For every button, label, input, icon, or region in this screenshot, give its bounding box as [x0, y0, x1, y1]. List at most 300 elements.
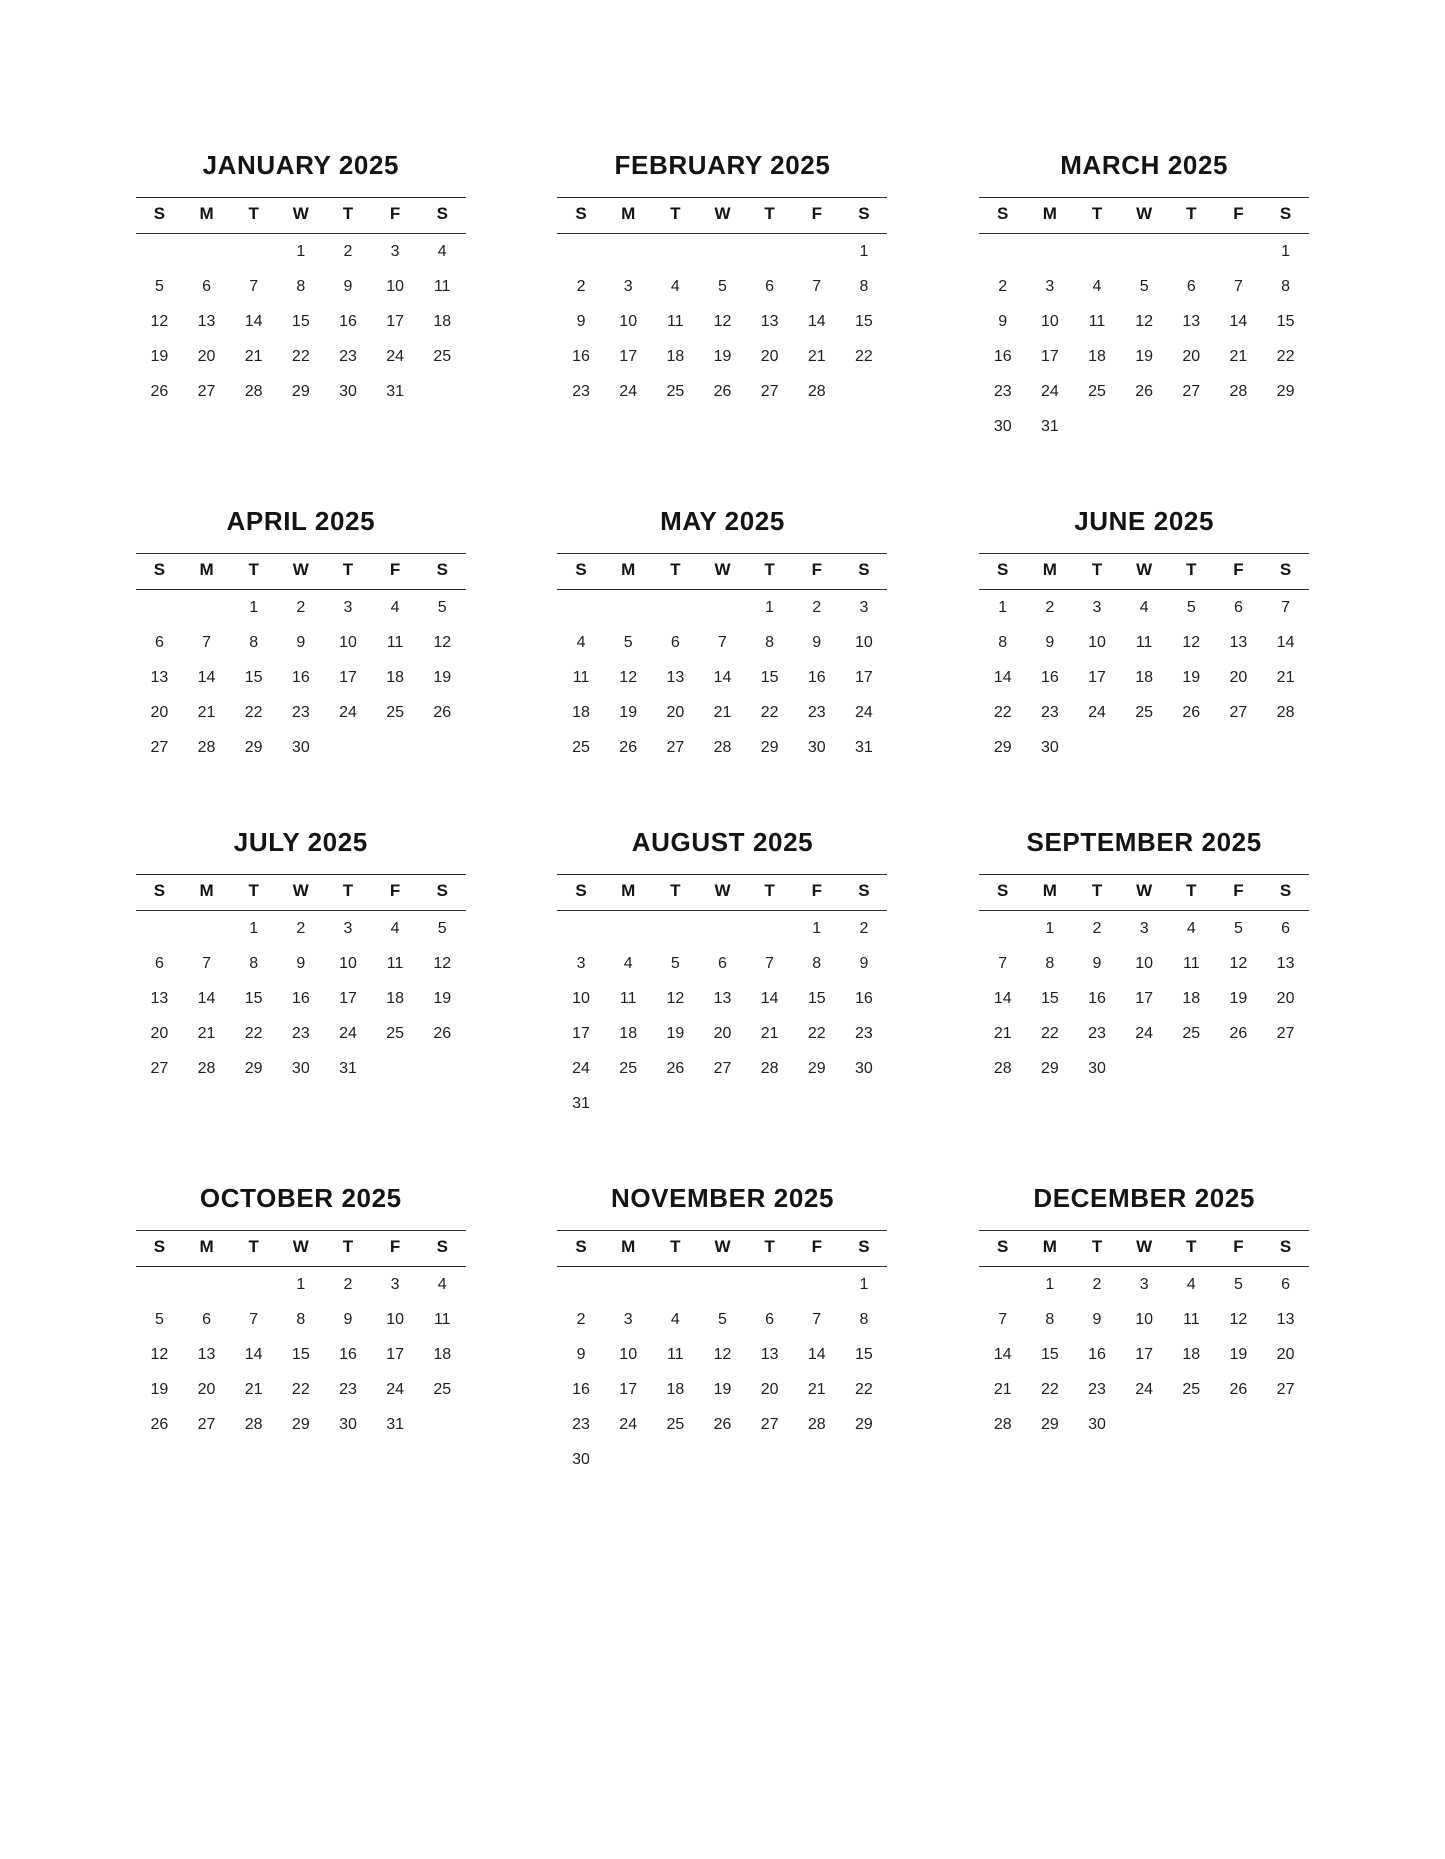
- day-cell[interactable]: 13: [666, 668, 685, 686]
- day-cell[interactable]: 7: [765, 954, 775, 972]
- day-cell[interactable]: 26: [1182, 703, 1201, 721]
- day-cell[interactable]: 5: [437, 919, 447, 937]
- day-cell[interactable]: 24: [619, 1415, 638, 1433]
- day-cell[interactable]: 11: [619, 989, 637, 1007]
- day-cell[interactable]: 24: [1040, 382, 1059, 400]
- day-cell[interactable]: 13: [1229, 633, 1248, 651]
- day-cell[interactable]: 25: [572, 738, 590, 756]
- day-cell[interactable]: 24: [1135, 1380, 1154, 1398]
- day-cell[interactable]: 7: [249, 1310, 259, 1328]
- day-cell[interactable]: 20: [1276, 1345, 1295, 1363]
- day-cell[interactable]: 30: [291, 1059, 310, 1077]
- day-cell[interactable]: 1: [249, 919, 259, 937]
- day-cell[interactable]: 3: [390, 242, 400, 260]
- day-cell[interactable]: 5: [154, 1310, 164, 1328]
- day-cell[interactable]: 20: [197, 347, 216, 365]
- day-cell[interactable]: 15: [760, 668, 779, 686]
- day-cell[interactable]: 14: [807, 1345, 826, 1363]
- day-cell[interactable]: 28: [760, 1059, 779, 1077]
- day-cell[interactable]: 6: [1233, 598, 1243, 616]
- day-cell[interactable]: 25: [1135, 703, 1154, 721]
- day-cell[interactable]: 14: [760, 989, 779, 1007]
- day-cell[interactable]: 27: [760, 382, 779, 400]
- day-cell[interactable]: 26: [433, 1024, 452, 1042]
- day-cell[interactable]: 14: [993, 989, 1012, 1007]
- day-cell[interactable]: 28: [244, 382, 263, 400]
- day-cell[interactable]: 4: [1186, 919, 1196, 937]
- day-cell[interactable]: 2: [1092, 919, 1102, 937]
- day-cell[interactable]: 21: [807, 1380, 826, 1398]
- day-cell[interactable]: 8: [296, 1310, 306, 1328]
- day-cell[interactable]: 9: [812, 633, 822, 651]
- day-cell[interactable]: 20: [197, 1380, 216, 1398]
- day-cell[interactable]: 14: [993, 668, 1012, 686]
- day-cell[interactable]: 3: [1139, 1275, 1149, 1293]
- day-cell[interactable]: 17: [619, 347, 638, 365]
- day-cell[interactable]: 5: [670, 954, 680, 972]
- day-cell[interactable]: 6: [202, 1310, 211, 1328]
- day-cell[interactable]: 3: [343, 598, 353, 616]
- day-cell[interactable]: 8: [1281, 277, 1291, 295]
- day-cell[interactable]: 12: [666, 989, 685, 1007]
- day-cell[interactable]: 26: [433, 703, 452, 721]
- day-cell[interactable]: 21: [1229, 347, 1248, 365]
- day-cell[interactable]: 15: [244, 989, 263, 1007]
- day-cell[interactable]: 23: [339, 347, 357, 365]
- day-cell[interactable]: 28: [993, 1059, 1012, 1077]
- day-cell[interactable]: 21: [244, 1380, 263, 1398]
- day-cell[interactable]: 2: [1092, 1275, 1102, 1293]
- day-cell[interactable]: 22: [291, 1380, 310, 1398]
- day-cell[interactable]: 2: [859, 919, 869, 937]
- day-cell[interactable]: 11: [667, 1345, 684, 1363]
- day-cell[interactable]: 11: [572, 668, 590, 686]
- day-cell[interactable]: 3: [343, 919, 353, 937]
- day-cell[interactable]: 14: [807, 312, 826, 330]
- day-cell[interactable]: 23: [993, 382, 1012, 400]
- day-cell[interactable]: 17: [386, 1345, 404, 1363]
- day-cell[interactable]: 6: [1281, 919, 1291, 937]
- day-cell[interactable]: 26: [1229, 1380, 1248, 1398]
- day-cell[interactable]: 2: [998, 277, 1008, 295]
- day-cell[interactable]: 18: [666, 347, 685, 365]
- day-cell[interactable]: 29: [1040, 1059, 1059, 1077]
- day-cell[interactable]: 5: [1233, 919, 1243, 937]
- day-cell[interactable]: 28: [1276, 703, 1295, 721]
- day-cell[interactable]: 4: [670, 1310, 680, 1328]
- day-cell[interactable]: 7: [1281, 598, 1291, 616]
- day-cell[interactable]: 6: [154, 954, 164, 972]
- day-cell[interactable]: 1: [1045, 919, 1055, 937]
- day-cell[interactable]: 26: [1229, 1024, 1248, 1042]
- day-cell[interactable]: 31: [386, 382, 404, 400]
- day-cell[interactable]: 30: [807, 738, 826, 756]
- day-cell[interactable]: 6: [670, 633, 680, 651]
- day-cell[interactable]: 26: [150, 1415, 169, 1433]
- day-cell[interactable]: 29: [993, 738, 1012, 756]
- day-cell[interactable]: 14: [244, 1345, 263, 1363]
- day-cell[interactable]: 27: [1276, 1380, 1295, 1398]
- day-cell[interactable]: 23: [1088, 1380, 1106, 1398]
- day-cell[interactable]: 25: [666, 1415, 685, 1433]
- day-cell[interactable]: 14: [1229, 312, 1248, 330]
- day-cell[interactable]: 6: [765, 1310, 775, 1328]
- day-cell[interactable]: 22: [291, 347, 310, 365]
- day-cell[interactable]: 18: [1135, 668, 1154, 686]
- day-cell[interactable]: 22: [855, 1380, 873, 1398]
- day-cell[interactable]: 23: [855, 1024, 873, 1042]
- day-cell[interactable]: 30: [572, 1450, 590, 1468]
- day-cell[interactable]: 28: [197, 1059, 216, 1077]
- day-cell[interactable]: 27: [666, 738, 685, 756]
- day-cell[interactable]: 13: [197, 312, 216, 330]
- day-cell[interactable]: 7: [998, 1310, 1008, 1328]
- day-cell[interactable]: 18: [386, 989, 404, 1007]
- day-cell[interactable]: 9: [859, 954, 869, 972]
- day-cell[interactable]: 16: [1088, 989, 1106, 1007]
- day-cell[interactable]: 4: [437, 242, 447, 260]
- day-cell[interactable]: 20: [1229, 668, 1248, 686]
- day-cell[interactable]: 1: [1281, 242, 1291, 260]
- day-cell[interactable]: 2: [296, 919, 306, 937]
- day-cell[interactable]: 21: [197, 703, 216, 721]
- day-cell[interactable]: 1: [1045, 1275, 1055, 1293]
- day-cell[interactable]: 3: [623, 277, 633, 295]
- day-cell[interactable]: 18: [433, 1345, 452, 1363]
- day-cell[interactable]: 11: [1135, 633, 1153, 651]
- day-cell[interactable]: 8: [859, 277, 869, 295]
- day-cell[interactable]: 19: [1135, 347, 1154, 365]
- day-cell[interactable]: 23: [1088, 1024, 1106, 1042]
- day-cell[interactable]: 22: [760, 703, 779, 721]
- day-cell[interactable]: 15: [1276, 312, 1295, 330]
- day-cell[interactable]: 17: [339, 668, 357, 686]
- day-cell[interactable]: 22: [244, 703, 263, 721]
- day-cell[interactable]: 9: [343, 1310, 353, 1328]
- day-cell[interactable]: 8: [998, 633, 1008, 651]
- day-cell[interactable]: 27: [1276, 1024, 1295, 1042]
- day-cell[interactable]: 23: [291, 1024, 310, 1042]
- day-cell[interactable]: 24: [339, 703, 357, 721]
- day-cell[interactable]: 26: [713, 382, 732, 400]
- day-cell[interactable]: 3: [623, 1310, 633, 1328]
- day-cell[interactable]: 9: [343, 277, 353, 295]
- day-cell[interactable]: 3: [576, 954, 586, 972]
- day-cell[interactable]: 19: [619, 703, 638, 721]
- day-cell[interactable]: 3: [1092, 598, 1102, 616]
- day-cell[interactable]: 17: [572, 1024, 590, 1042]
- day-cell[interactable]: 17: [1135, 1345, 1154, 1363]
- day-cell[interactable]: 11: [433, 1310, 451, 1328]
- day-cell[interactable]: 28: [993, 1415, 1012, 1433]
- day-cell[interactable]: 16: [572, 1380, 590, 1398]
- day-cell[interactable]: 22: [993, 703, 1012, 721]
- day-cell[interactable]: 14: [713, 668, 732, 686]
- day-cell[interactable]: 30: [339, 382, 357, 400]
- day-cell[interactable]: 6: [202, 277, 211, 295]
- day-cell[interactable]: 16: [339, 1345, 357, 1363]
- day-cell[interactable]: 22: [1276, 347, 1295, 365]
- day-cell[interactable]: 1: [765, 598, 775, 616]
- day-cell[interactable]: 24: [1135, 1024, 1154, 1042]
- day-cell[interactable]: 12: [1182, 633, 1201, 651]
- day-cell[interactable]: 15: [1040, 1345, 1059, 1363]
- day-cell[interactable]: 12: [1229, 954, 1248, 972]
- day-cell[interactable]: 12: [713, 312, 732, 330]
- day-cell[interactable]: 27: [760, 1415, 779, 1433]
- day-cell[interactable]: 27: [150, 1059, 169, 1077]
- day-cell[interactable]: 1: [249, 598, 259, 616]
- day-cell[interactable]: 10: [339, 633, 357, 651]
- day-cell[interactable]: 8: [1045, 1310, 1055, 1328]
- day-cell[interactable]: 10: [619, 1345, 638, 1363]
- day-cell[interactable]: 15: [807, 989, 826, 1007]
- day-cell[interactable]: 17: [1135, 989, 1154, 1007]
- day-cell[interactable]: 2: [343, 242, 353, 260]
- day-cell[interactable]: 12: [713, 1345, 732, 1363]
- day-cell[interactable]: 27: [713, 1059, 732, 1077]
- day-cell[interactable]: 12: [150, 312, 169, 330]
- day-cell[interactable]: 30: [855, 1059, 873, 1077]
- day-cell[interactable]: 2: [343, 1275, 353, 1293]
- day-cell[interactable]: 26: [1135, 382, 1154, 400]
- day-cell[interactable]: 25: [386, 703, 404, 721]
- day-cell[interactable]: 18: [666, 1380, 685, 1398]
- day-cell[interactable]: 11: [386, 954, 404, 972]
- day-cell[interactable]: 23: [572, 382, 590, 400]
- day-cell[interactable]: 28: [713, 738, 732, 756]
- day-cell[interactable]: 28: [197, 738, 216, 756]
- day-cell[interactable]: 9: [576, 1345, 586, 1363]
- day-cell[interactable]: 8: [765, 633, 775, 651]
- day-cell[interactable]: 1: [812, 919, 822, 937]
- day-cell[interactable]: 1: [296, 1275, 306, 1293]
- day-cell[interactable]: 9: [576, 312, 586, 330]
- day-cell[interactable]: 18: [386, 668, 404, 686]
- day-cell[interactable]: 11: [386, 633, 404, 651]
- day-cell[interactable]: 4: [670, 277, 680, 295]
- day-cell[interactable]: 12: [619, 668, 638, 686]
- day-cell[interactable]: 20: [713, 1024, 732, 1042]
- day-cell[interactable]: 20: [760, 347, 779, 365]
- day-cell[interactable]: 21: [993, 1024, 1012, 1042]
- day-cell[interactable]: 20: [1276, 989, 1295, 1007]
- day-cell[interactable]: 13: [760, 1345, 779, 1363]
- day-cell[interactable]: 27: [150, 738, 169, 756]
- day-cell[interactable]: 7: [249, 277, 259, 295]
- day-cell[interactable]: 30: [291, 738, 310, 756]
- day-cell[interactable]: 14: [244, 312, 263, 330]
- day-cell[interactable]: 23: [572, 1415, 590, 1433]
- day-cell[interactable]: 21: [713, 703, 732, 721]
- day-cell[interactable]: 7: [202, 633, 211, 651]
- day-cell[interactable]: 3: [1045, 277, 1055, 295]
- day-cell[interactable]: 27: [1182, 382, 1201, 400]
- day-cell[interactable]: 6: [154, 633, 164, 651]
- day-cell[interactable]: 15: [244, 668, 263, 686]
- day-cell[interactable]: 24: [855, 703, 873, 721]
- day-cell[interactable]: 25: [619, 1059, 638, 1077]
- day-cell[interactable]: 15: [291, 312, 310, 330]
- day-cell[interactable]: 7: [202, 954, 211, 972]
- day-cell[interactable]: 10: [572, 989, 590, 1007]
- day-cell[interactable]: 30: [993, 417, 1012, 435]
- day-cell[interactable]: 20: [760, 1380, 779, 1398]
- day-cell[interactable]: 15: [1040, 989, 1059, 1007]
- day-cell[interactable]: 20: [666, 703, 685, 721]
- day-cell[interactable]: 16: [1088, 1345, 1106, 1363]
- day-cell[interactable]: 7: [812, 1310, 822, 1328]
- day-cell[interactable]: 1: [859, 242, 869, 260]
- day-cell[interactable]: 2: [812, 598, 822, 616]
- day-cell[interactable]: 6: [765, 277, 775, 295]
- day-cell[interactable]: 8: [249, 633, 259, 651]
- day-cell[interactable]: 7: [812, 277, 822, 295]
- day-cell[interactable]: 3: [859, 598, 869, 616]
- day-cell[interactable]: 1: [296, 242, 306, 260]
- day-cell[interactable]: 11: [1182, 1310, 1200, 1328]
- day-cell[interactable]: 13: [713, 989, 732, 1007]
- day-cell[interactable]: 27: [1229, 703, 1248, 721]
- day-cell[interactable]: 19: [713, 1380, 732, 1398]
- day-cell[interactable]: 17: [339, 989, 357, 1007]
- day-cell[interactable]: 5: [718, 1310, 727, 1328]
- day-cell[interactable]: 21: [807, 347, 826, 365]
- day-cell[interactable]: 8: [859, 1310, 869, 1328]
- day-cell[interactable]: 25: [1182, 1380, 1201, 1398]
- day-cell[interactable]: 22: [244, 1024, 263, 1042]
- day-cell[interactable]: 4: [437, 1275, 447, 1293]
- day-cell[interactable]: 20: [150, 703, 169, 721]
- day-cell[interactable]: 12: [433, 633, 452, 651]
- day-cell[interactable]: 3: [390, 1275, 400, 1293]
- day-cell[interactable]: 27: [197, 1415, 216, 1433]
- day-cell[interactable]: 14: [1276, 633, 1295, 651]
- day-cell[interactable]: 26: [713, 1415, 732, 1433]
- day-cell[interactable]: 2: [576, 1310, 586, 1328]
- day-cell[interactable]: 30: [1088, 1415, 1106, 1433]
- day-cell[interactable]: 16: [339, 312, 357, 330]
- day-cell[interactable]: 29: [244, 738, 263, 756]
- day-cell[interactable]: 12: [1229, 1310, 1248, 1328]
- day-cell[interactable]: 11: [667, 312, 684, 330]
- day-cell[interactable]: 21: [197, 1024, 216, 1042]
- day-cell[interactable]: 12: [150, 1345, 169, 1363]
- day-cell[interactable]: 10: [855, 633, 873, 651]
- day-cell[interactable]: 16: [291, 668, 310, 686]
- day-cell[interactable]: 2: [1045, 598, 1055, 616]
- day-cell[interactable]: 31: [1040, 417, 1059, 435]
- day-cell[interactable]: 13: [760, 312, 779, 330]
- day-cell[interactable]: 13: [1276, 954, 1295, 972]
- day-cell[interactable]: 10: [386, 1310, 404, 1328]
- day-cell[interactable]: 9: [1092, 1310, 1102, 1328]
- day-cell[interactable]: 10: [386, 277, 404, 295]
- day-cell[interactable]: 5: [718, 277, 727, 295]
- day-cell[interactable]: 9: [998, 312, 1008, 330]
- day-cell[interactable]: 12: [433, 954, 452, 972]
- day-cell[interactable]: 11: [1088, 312, 1106, 330]
- day-cell[interactable]: 20: [1182, 347, 1201, 365]
- day-cell[interactable]: 29: [1040, 1415, 1059, 1433]
- day-cell[interactable]: 10: [619, 312, 638, 330]
- day-cell[interactable]: 23: [291, 703, 310, 721]
- day-cell[interactable]: 25: [433, 1380, 452, 1398]
- day-cell[interactable]: 4: [623, 954, 633, 972]
- day-cell[interactable]: 25: [666, 382, 685, 400]
- day-cell[interactable]: 4: [390, 919, 400, 937]
- day-cell[interactable]: 26: [150, 382, 169, 400]
- day-cell[interactable]: 23: [339, 1380, 357, 1398]
- day-cell[interactable]: 27: [197, 382, 216, 400]
- day-cell[interactable]: 5: [154, 277, 164, 295]
- day-cell[interactable]: 19: [1229, 989, 1248, 1007]
- day-cell[interactable]: 17: [386, 312, 404, 330]
- day-cell[interactable]: 9: [296, 633, 306, 651]
- day-cell[interactable]: 19: [433, 989, 452, 1007]
- day-cell[interactable]: 24: [1088, 703, 1106, 721]
- day-cell[interactable]: 10: [1135, 954, 1154, 972]
- day-cell[interactable]: 19: [1182, 668, 1201, 686]
- day-cell[interactable]: 5: [623, 633, 633, 651]
- day-cell[interactable]: 19: [666, 1024, 685, 1042]
- day-cell[interactable]: 15: [855, 312, 873, 330]
- day-cell[interactable]: 9: [296, 954, 306, 972]
- day-cell[interactable]: 10: [1040, 312, 1059, 330]
- day-cell[interactable]: 18: [1088, 347, 1106, 365]
- day-cell[interactable]: 29: [244, 1059, 263, 1077]
- day-cell[interactable]: 21: [993, 1380, 1012, 1398]
- day-cell[interactable]: 23: [1040, 703, 1059, 721]
- day-cell[interactable]: 5: [1186, 598, 1196, 616]
- day-cell[interactable]: 26: [666, 1059, 685, 1077]
- day-cell[interactable]: 25: [1088, 382, 1106, 400]
- day-cell[interactable]: 24: [619, 382, 638, 400]
- day-cell[interactable]: 10: [1135, 1310, 1154, 1328]
- day-cell[interactable]: 31: [386, 1415, 404, 1433]
- day-cell[interactable]: 29: [760, 738, 779, 756]
- day-cell[interactable]: 16: [572, 347, 590, 365]
- day-cell[interactable]: 14: [197, 989, 216, 1007]
- day-cell[interactable]: 5: [1233, 1275, 1243, 1293]
- day-cell[interactable]: 29: [807, 1059, 826, 1077]
- day-cell[interactable]: 2: [576, 277, 586, 295]
- day-cell[interactable]: 14: [197, 668, 216, 686]
- day-cell[interactable]: 22: [855, 347, 873, 365]
- day-cell[interactable]: 18: [433, 312, 452, 330]
- day-cell[interactable]: 20: [150, 1024, 169, 1042]
- day-cell[interactable]: 9: [1045, 633, 1055, 651]
- day-cell[interactable]: 25: [1182, 1024, 1201, 1042]
- day-cell[interactable]: 16: [855, 989, 873, 1007]
- day-cell[interactable]: 29: [291, 1415, 310, 1433]
- day-cell[interactable]: 22: [1040, 1024, 1059, 1042]
- day-cell[interactable]: 24: [386, 347, 404, 365]
- day-cell[interactable]: 26: [619, 738, 638, 756]
- day-cell[interactable]: 30: [1088, 1059, 1106, 1077]
- day-cell[interactable]: 29: [855, 1415, 873, 1433]
- day-cell[interactable]: 19: [713, 347, 732, 365]
- day-cell[interactable]: 17: [1088, 668, 1106, 686]
- day-cell[interactable]: 11: [433, 277, 451, 295]
- day-cell[interactable]: 29: [1276, 382, 1295, 400]
- day-cell[interactable]: 13: [1182, 312, 1201, 330]
- day-cell[interactable]: 19: [1229, 1345, 1248, 1363]
- day-cell[interactable]: 5: [437, 598, 447, 616]
- day-cell[interactable]: 21: [760, 1024, 779, 1042]
- day-cell[interactable]: 7: [718, 633, 727, 651]
- day-cell[interactable]: 29: [291, 382, 310, 400]
